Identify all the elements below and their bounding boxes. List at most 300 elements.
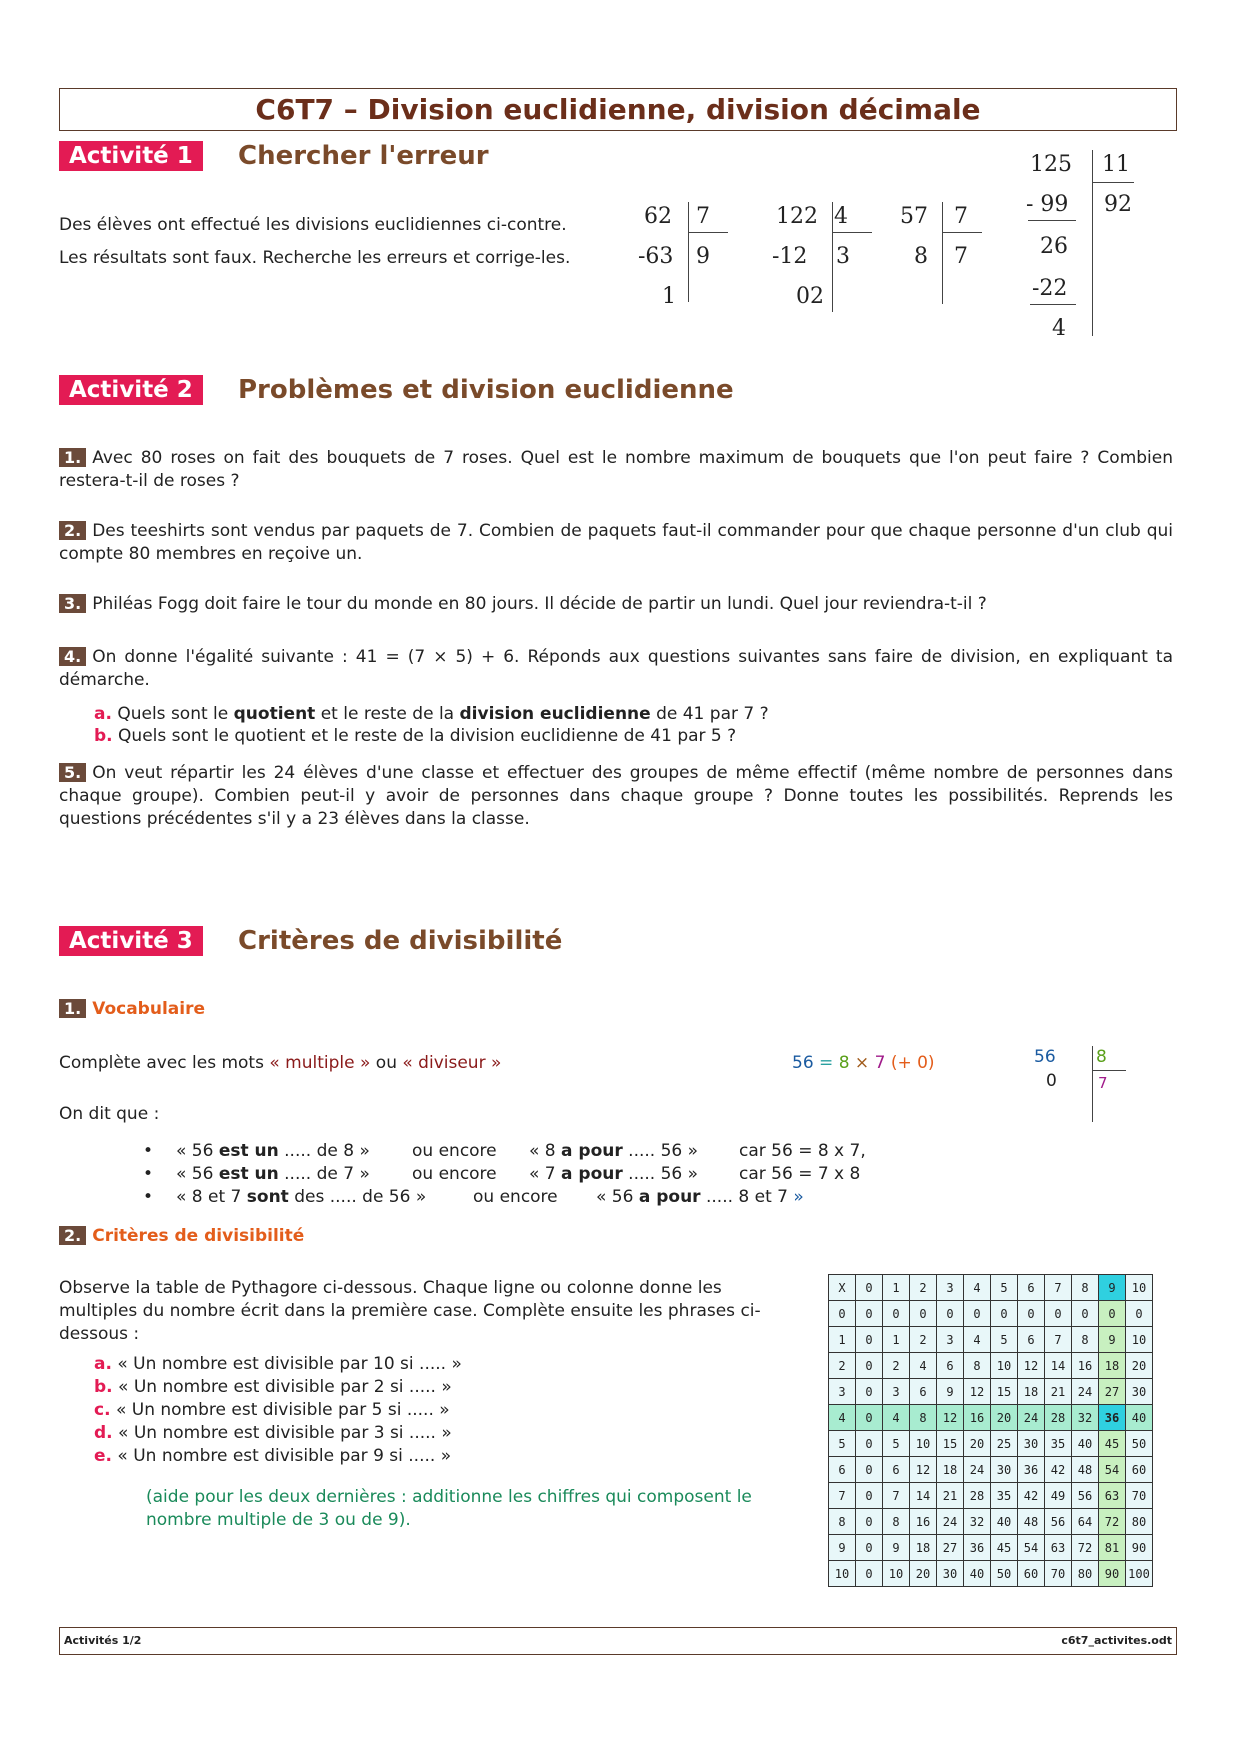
table-cell: 0 <box>1099 1301 1126 1327</box>
table-cell: 28 <box>964 1483 991 1509</box>
table-row <box>829 1457 1153 1483</box>
pythagore-table-wrapper <box>828 1274 1153 1587</box>
table-cell: 9 <box>883 1535 910 1561</box>
div2-dividend: 122 <box>776 204 818 229</box>
div4-dividend: 125 <box>1030 152 1072 177</box>
table-cell: 10 <box>1126 1275 1153 1301</box>
activity-3-badge: Activité 3 <box>59 926 203 956</box>
div2-quotient: 3 <box>836 244 850 269</box>
div1-sub: -63 <box>638 244 674 269</box>
criteria-item-c <box>94 1399 654 1422</box>
complete-instruction <box>59 1052 501 1075</box>
table-cell: 24 <box>964 1457 991 1483</box>
div1-vline <box>688 202 689 302</box>
criteria-letter: c. <box>94 1400 111 1420</box>
b1-bold-2: a pour <box>561 1141 623 1161</box>
table-cell: 6 <box>829 1457 856 1483</box>
table-row <box>829 1327 1153 1353</box>
table-cell: 25 <box>991 1431 1018 1457</box>
div2-rest: 02 <box>796 284 824 309</box>
table-cell: 2 <box>910 1275 937 1301</box>
problem-1-number: 1. <box>59 448 86 467</box>
problem-5-text: On veut répartir les 24 élèves d'une classe et effectuer des groupes de même effectif (même nombre de personnes dans chaque groupe). Combien peut-il y avoir de personnes dans chaque groupe ? Donne toutes les possibilités. Reprends les questions précédentes s'il y a 23 élèves dans la classe. <box>59 763 1173 829</box>
b1-part-3: « 8 <box>529 1141 562 1161</box>
b2-bold: est un <box>218 1164 279 1184</box>
table-cell: 10 <box>1126 1327 1153 1353</box>
table-cell: 0 <box>1045 1301 1072 1327</box>
table-cell: 0 <box>937 1301 964 1327</box>
table-cell: 28 <box>1045 1405 1072 1431</box>
criteria-item-d <box>94 1422 654 1445</box>
table-cell: 48 <box>1072 1457 1099 1483</box>
div1-quotient: 9 <box>696 244 710 269</box>
table-header-row <box>829 1275 1153 1301</box>
criteria-text: « Un nombre est divisible par 3 si ..... » <box>118 1423 452 1443</box>
b1-ou-encore: ou encore <box>412 1141 497 1161</box>
word-multiple: « multiple » <box>269 1053 371 1073</box>
criteria-letter: e. <box>94 1446 112 1466</box>
b3-part-2: des ..... de 56 » <box>288 1187 427 1207</box>
problem-4a-text-2: et le reste de la <box>315 704 460 724</box>
div4-sub1-line <box>1028 220 1076 221</box>
table-cell: 40 <box>964 1561 991 1587</box>
table-cell: 42 <box>1045 1457 1072 1483</box>
problem-2-text: Des teeshirts sont vendus par paquets de 7. Combien de paquets faut-il commander pour que chaque personne d'un club qui compte 80 membres en reçoive un. <box>59 521 1173 564</box>
table-cell: 5 <box>991 1327 1018 1353</box>
page-title: C6T7 – Division euclidienne, division décimale <box>59 88 1177 131</box>
table-cell: 16 <box>910 1509 937 1535</box>
problem-4b-text: Quels sont le quotient et le reste de la division euclidienne de 41 par 5 ? <box>118 726 737 746</box>
table-cell: X <box>829 1275 856 1301</box>
table-cell: 5 <box>829 1431 856 1457</box>
table-cell: 72 <box>1072 1535 1099 1561</box>
table-cell: 15 <box>937 1431 964 1457</box>
criteria-letter: d. <box>94 1423 113 1443</box>
mini-rest: 0 <box>1046 1071 1057 1091</box>
mini-dividend: 56 <box>1034 1047 1056 1067</box>
table-row <box>829 1405 1153 1431</box>
div2-hline <box>832 232 872 233</box>
activity-3-heading: Critères de divisibilité <box>238 926 563 956</box>
problem-4-text: On donne l'égalité suivante : 41 = (7 × 5) + 6. Réponds aux questions suivantes sans faire de division, en expliquant ta démarche. <box>59 647 1173 690</box>
hint-text: (aide pour les deux dernières : additionne les chiffres qui composent le nombre multiple de 3 ou de 9). <box>146 1487 752 1530</box>
table-cell: 40 <box>1126 1405 1153 1431</box>
table-cell: 60 <box>1126 1457 1153 1483</box>
div2-sub: -12 <box>772 244 808 269</box>
table-row <box>829 1535 1153 1561</box>
table-cell: 8 <box>1072 1327 1099 1353</box>
activity-1-badge: Activité 1 <box>59 141 203 171</box>
table-cell: 2 <box>883 1353 910 1379</box>
criteria-item-b <box>94 1376 654 1399</box>
table-cell: 14 <box>910 1483 937 1509</box>
table-cell: 8 <box>883 1509 910 1535</box>
bullet-list <box>143 1140 923 1209</box>
table-cell: 20 <box>910 1561 937 1587</box>
on-dit-que: On dit que : <box>59 1104 160 1124</box>
problem-4 <box>59 646 1173 692</box>
div4-divisor: 11 <box>1102 152 1130 177</box>
table-cell: 4 <box>829 1405 856 1431</box>
table-cell: 48 <box>1018 1509 1045 1535</box>
div4-quotient: 92 <box>1104 192 1132 217</box>
table-cell: 6 <box>883 1457 910 1483</box>
table-cell: 0 <box>856 1405 883 1431</box>
div1-dividend: 62 <box>644 204 672 229</box>
pythagore-table <box>828 1274 1153 1587</box>
observe-paragraph: Observe la table de Pythagore ci-dessous. Chaque ligne ou colonne donne les multiples du nombre écrit dans la première case. Complète ensuite les phrases ci-dessous : <box>59 1278 761 1344</box>
table-cell: 16 <box>964 1405 991 1431</box>
table-cell: 100 <box>1126 1561 1153 1587</box>
table-cell: 12 <box>964 1379 991 1405</box>
div1-divisor: 7 <box>696 204 710 229</box>
table-cell: 4 <box>964 1327 991 1353</box>
table-cell: 30 <box>1126 1379 1153 1405</box>
table-cell: 36 <box>964 1535 991 1561</box>
b2-part-1: « 56 <box>176 1164 219 1184</box>
table-cell: 6 <box>910 1379 937 1405</box>
div3-rest: 8 <box>914 244 928 269</box>
table-cell: 20 <box>991 1405 1018 1431</box>
table-cell: 3 <box>937 1275 964 1301</box>
table-cell: 70 <box>1045 1561 1072 1587</box>
bullet-2 <box>143 1163 923 1186</box>
table-cell: 40 <box>1072 1431 1099 1457</box>
b3-bold: sont <box>246 1187 289 1207</box>
div4-sub2: -22 <box>1032 276 1068 301</box>
table-row <box>829 1379 1153 1405</box>
activity-2-heading: Problèmes et division euclidienne <box>238 375 734 405</box>
table-cell: 0 <box>883 1301 910 1327</box>
eq-7: 7 <box>874 1053 886 1073</box>
division-2 <box>772 200 882 310</box>
div4-rest: 4 <box>1052 316 1066 341</box>
table-cell: 7 <box>829 1483 856 1509</box>
table-cell: 30 <box>937 1561 964 1587</box>
eq-times: × <box>849 1053 875 1073</box>
table-cell: 2 <box>829 1353 856 1379</box>
table-cell: 35 <box>1045 1431 1072 1457</box>
table-cell: 9 <box>937 1379 964 1405</box>
table-cell: 12 <box>910 1457 937 1483</box>
eq-plus-0: (+ 0) <box>885 1053 935 1073</box>
problem-1-text: Avec 80 roses on fait des bouquets de 7 roses. Quel est le nombre maximum de bouquets que l'on peut faire ? Combien restera-t-il de roses ? <box>59 448 1173 491</box>
b2-part-3: « 7 <box>529 1164 562 1184</box>
b2-ou-encore: ou encore <box>412 1164 497 1184</box>
table-cell: 10 <box>829 1561 856 1587</box>
mini-hline <box>1092 1070 1126 1071</box>
table-cell: 2 <box>910 1327 937 1353</box>
table-cell: 6 <box>1018 1275 1045 1301</box>
table-cell: 42 <box>1018 1483 1045 1509</box>
footer <box>59 1627 1177 1655</box>
problem-3 <box>59 593 1173 616</box>
table-cell: 45 <box>1099 1431 1126 1457</box>
table-cell: 45 <box>991 1535 1018 1561</box>
problem-1 <box>59 447 1173 493</box>
table-cell: 32 <box>1072 1405 1099 1431</box>
table-cell: 20 <box>964 1431 991 1457</box>
table-cell: 4 <box>910 1353 937 1379</box>
table-cell: 14 <box>1045 1353 1072 1379</box>
table-cell: 0 <box>856 1353 883 1379</box>
problem-4a-text-1: Quels sont le <box>117 704 234 724</box>
table-cell: 10 <box>910 1431 937 1457</box>
table-cell: 56 <box>1072 1483 1099 1509</box>
act1-line1: Des élèves ont effectué les divisions euclidiennes ci-contre. <box>59 215 567 235</box>
table-cell: 10 <box>991 1353 1018 1379</box>
table-cell: 3 <box>937 1327 964 1353</box>
eq-56: 56 <box>792 1053 814 1073</box>
table-cell: 0 <box>829 1301 856 1327</box>
table-cell: 32 <box>964 1509 991 1535</box>
table-row <box>829 1301 1153 1327</box>
table-cell: 72 <box>1099 1509 1126 1535</box>
section-1-title: Vocabulaire <box>92 999 205 1019</box>
bullet-dot: • <box>143 1141 154 1161</box>
table-cell: 6 <box>1018 1327 1045 1353</box>
table-cell: 0 <box>856 1275 883 1301</box>
division-4 <box>1026 148 1146 341</box>
section-1-number: 1. <box>59 999 86 1018</box>
table-cell: 5 <box>883 1431 910 1457</box>
table-cell: 8 <box>910 1405 937 1431</box>
table-cell: 63 <box>1045 1535 1072 1561</box>
table-cell: 54 <box>1018 1535 1045 1561</box>
table-cell: 0 <box>856 1301 883 1327</box>
b2-car: car 56 = 7 x 8 <box>739 1164 861 1184</box>
table-cell: 1 <box>883 1275 910 1301</box>
table-cell: 36 <box>1018 1457 1045 1483</box>
bullet-dot: • <box>143 1187 154 1207</box>
problem-4a-letter: a. <box>94 704 112 724</box>
table-cell: 24 <box>937 1509 964 1535</box>
table-cell: 27 <box>1099 1379 1126 1405</box>
complete-text-2: ou <box>370 1053 403 1073</box>
table-cell: 70 <box>1126 1483 1153 1509</box>
table-cell: 30 <box>991 1457 1018 1483</box>
table-cell: 50 <box>991 1561 1018 1587</box>
table-cell: 21 <box>937 1483 964 1509</box>
div4-r1: 26 <box>1040 234 1068 259</box>
table-cell: 35 <box>991 1483 1018 1509</box>
table-cell: 24 <box>1072 1379 1099 1405</box>
equation-56 <box>792 1052 935 1075</box>
table-cell: 7 <box>883 1483 910 1509</box>
table-cell: 8 <box>1072 1275 1099 1301</box>
table-cell: 7 <box>1045 1275 1072 1301</box>
table-cell: 54 <box>1099 1457 1126 1483</box>
table-cell: 12 <box>937 1405 964 1431</box>
table-cell: 49 <box>1045 1483 1072 1509</box>
criteria-text: « Un nombre est divisible par 2 si ..... » <box>118 1377 452 1397</box>
complete-text-1: Complète avec les mots <box>59 1053 270 1073</box>
div3-vline <box>942 202 943 304</box>
section-vocabulaire <box>59 999 205 1019</box>
b2-part-2: ..... de 7 » <box>278 1164 370 1184</box>
table-row <box>829 1431 1153 1457</box>
div3-dividend: 57 <box>900 204 928 229</box>
table-cell: 63 <box>1099 1483 1126 1509</box>
div2-vline <box>832 202 833 312</box>
div4-vline <box>1092 150 1093 336</box>
problem-3-number: 3. <box>59 594 86 613</box>
activity-1-heading: Chercher l'erreur <box>238 141 489 171</box>
eq-equals: = <box>813 1053 839 1073</box>
div1-rest: 1 <box>662 284 676 309</box>
div3-quotient: 7 <box>954 244 968 269</box>
table-cell: 0 <box>1018 1301 1045 1327</box>
problem-4a-text-3: de 41 par 7 ? <box>650 704 769 724</box>
table-row <box>829 1509 1153 1535</box>
table-cell: 20 <box>1126 1353 1153 1379</box>
table-cell: 7 <box>1045 1327 1072 1353</box>
problem-2 <box>59 520 1173 566</box>
table-cell: 12 <box>1018 1353 1045 1379</box>
table-cell: 1 <box>883 1327 910 1353</box>
table-cell: 64 <box>1072 1509 1099 1535</box>
div3-hline <box>942 232 982 233</box>
problem-2-number: 2. <box>59 521 86 540</box>
criteria-item-a <box>94 1353 654 1376</box>
table-cell: 80 <box>1072 1561 1099 1587</box>
criteria-text: « Un nombre est divisible par 10 si ..... » <box>117 1354 462 1374</box>
b3-part-1: « 8 et 7 <box>176 1187 247 1207</box>
b3-part-3: « 56 <box>596 1187 639 1207</box>
table-cell: 9 <box>829 1535 856 1561</box>
table-cell: 6 <box>937 1353 964 1379</box>
table-cell: 40 <box>991 1509 1018 1535</box>
eq-8: 8 <box>838 1053 850 1073</box>
table-cell: 60 <box>1018 1561 1045 1587</box>
b1-part-2: ..... de 8 » <box>278 1141 370 1161</box>
criteria-text: « Un nombre est divisible par 9 si ..... » <box>117 1446 452 1466</box>
division-3 <box>900 200 1000 310</box>
table-cell: 18 <box>1099 1353 1126 1379</box>
table-cell: 0 <box>991 1301 1018 1327</box>
table-cell: 1 <box>829 1327 856 1353</box>
mini-division <box>1030 1044 1130 1124</box>
div1-hline <box>688 232 728 233</box>
division-1 <box>636 200 736 310</box>
criteria-item-e <box>94 1445 654 1468</box>
mini-divisor: 8 <box>1096 1047 1107 1067</box>
table-cell: 0 <box>910 1301 937 1327</box>
table-cell: 0 <box>856 1509 883 1535</box>
table-cell: 4 <box>964 1275 991 1301</box>
table-cell: 56 <box>1045 1509 1072 1535</box>
section-2-number: 2. <box>59 1226 86 1245</box>
word-diviseur: « diviseur » <box>402 1053 502 1073</box>
criteria-letter: b. <box>94 1377 113 1397</box>
table-cell: 0 <box>856 1457 883 1483</box>
table-cell: 3 <box>829 1379 856 1405</box>
table-cell: 5 <box>991 1275 1018 1301</box>
b3-ou-encore: ou encore <box>473 1187 558 1207</box>
table-cell: 0 <box>856 1483 883 1509</box>
table-row <box>829 1483 1153 1509</box>
table-cell: 81 <box>1099 1535 1126 1561</box>
table-cell: 27 <box>937 1535 964 1561</box>
problem-3-text: Philéas Fogg doit faire le tour du monde en 80 jours. Il décide de partir un lundi. Quel jour reviendra-t-il ? <box>92 594 987 614</box>
table-cell: 9 <box>1099 1275 1126 1301</box>
act1-line2: Les résultats sont faux. Recherche les erreurs et corrige-les. <box>59 248 571 268</box>
div2-divisor: 4 <box>834 204 848 229</box>
table-row <box>829 1561 1153 1587</box>
table-cell: 24 <box>1018 1405 1045 1431</box>
criteria-text: « Un nombre est divisible par 5 si ..... » <box>115 1400 450 1420</box>
problem-4b-letter: b. <box>94 726 113 746</box>
table-row <box>829 1353 1153 1379</box>
table-cell: 0 <box>856 1431 883 1457</box>
section-2-title: Critères de divisibilité <box>92 1226 305 1246</box>
b1-car: car 56 = 8 x 7, <box>739 1141 866 1161</box>
table-cell: 90 <box>1126 1535 1153 1561</box>
section-criteres <box>59 1226 304 1246</box>
b3-bold-2: a pour <box>638 1187 701 1207</box>
footer-left: Activités 1/2 <box>64 1634 142 1647</box>
table-cell: 10 <box>883 1561 910 1587</box>
table-cell: 8 <box>829 1509 856 1535</box>
table-cell: 21 <box>1045 1379 1072 1405</box>
table-cell: 90 <box>1099 1561 1126 1587</box>
bullet-1 <box>143 1140 923 1163</box>
table-cell: 0 <box>856 1379 883 1405</box>
b3-part-4: ..... 8 et 7 <box>700 1187 794 1207</box>
table-cell: 0 <box>964 1301 991 1327</box>
table-cell: 80 <box>1126 1509 1153 1535</box>
footer-right: c6t7_activites.odt <box>1061 1634 1172 1647</box>
b1-part-1: « 56 <box>176 1141 219 1161</box>
criteria-letter: a. <box>94 1354 112 1374</box>
problem-5-number: 5. <box>59 763 86 782</box>
table-cell: 4 <box>883 1405 910 1431</box>
b1-part-4: ..... 56 » <box>622 1141 699 1161</box>
problem-4-number: 4. <box>59 647 86 666</box>
mini-quotient: 7 <box>1098 1074 1108 1092</box>
table-cell: 0 <box>856 1535 883 1561</box>
div4-sub2-line <box>1030 304 1076 305</box>
bullet-3 <box>143 1186 923 1209</box>
b3-close: » <box>793 1187 804 1207</box>
div4-hline <box>1092 182 1134 183</box>
b1-bold: est un <box>218 1141 279 1161</box>
problem-4b <box>94 725 736 748</box>
problem-4a <box>94 703 769 726</box>
table-cell: 3 <box>883 1379 910 1405</box>
mini-vline <box>1092 1046 1093 1122</box>
table-cell: 50 <box>1126 1431 1153 1457</box>
table-cell: 0 <box>1072 1301 1099 1327</box>
table-cell: 9 <box>1099 1327 1126 1353</box>
problem-4a-bold-1: quotient <box>233 704 316 724</box>
div3-divisor: 7 <box>954 204 968 229</box>
table-cell: 8 <box>964 1353 991 1379</box>
b2-part-4: ..... 56 » <box>622 1164 699 1184</box>
table-cell: 0 <box>856 1561 883 1587</box>
bullet-dot: • <box>143 1164 154 1184</box>
criteria-list <box>94 1353 654 1468</box>
problem-5 <box>59 762 1173 831</box>
problem-4a-bold-2: division euclidienne <box>459 704 651 724</box>
table-cell: 18 <box>1018 1379 1045 1405</box>
table-cell: 0 <box>1126 1301 1153 1327</box>
table-cell: 18 <box>937 1457 964 1483</box>
b2-bold-2: a pour <box>561 1164 623 1184</box>
table-cell: 36 <box>1099 1405 1126 1431</box>
table-cell: 18 <box>910 1535 937 1561</box>
table-cell: 15 <box>991 1379 1018 1405</box>
